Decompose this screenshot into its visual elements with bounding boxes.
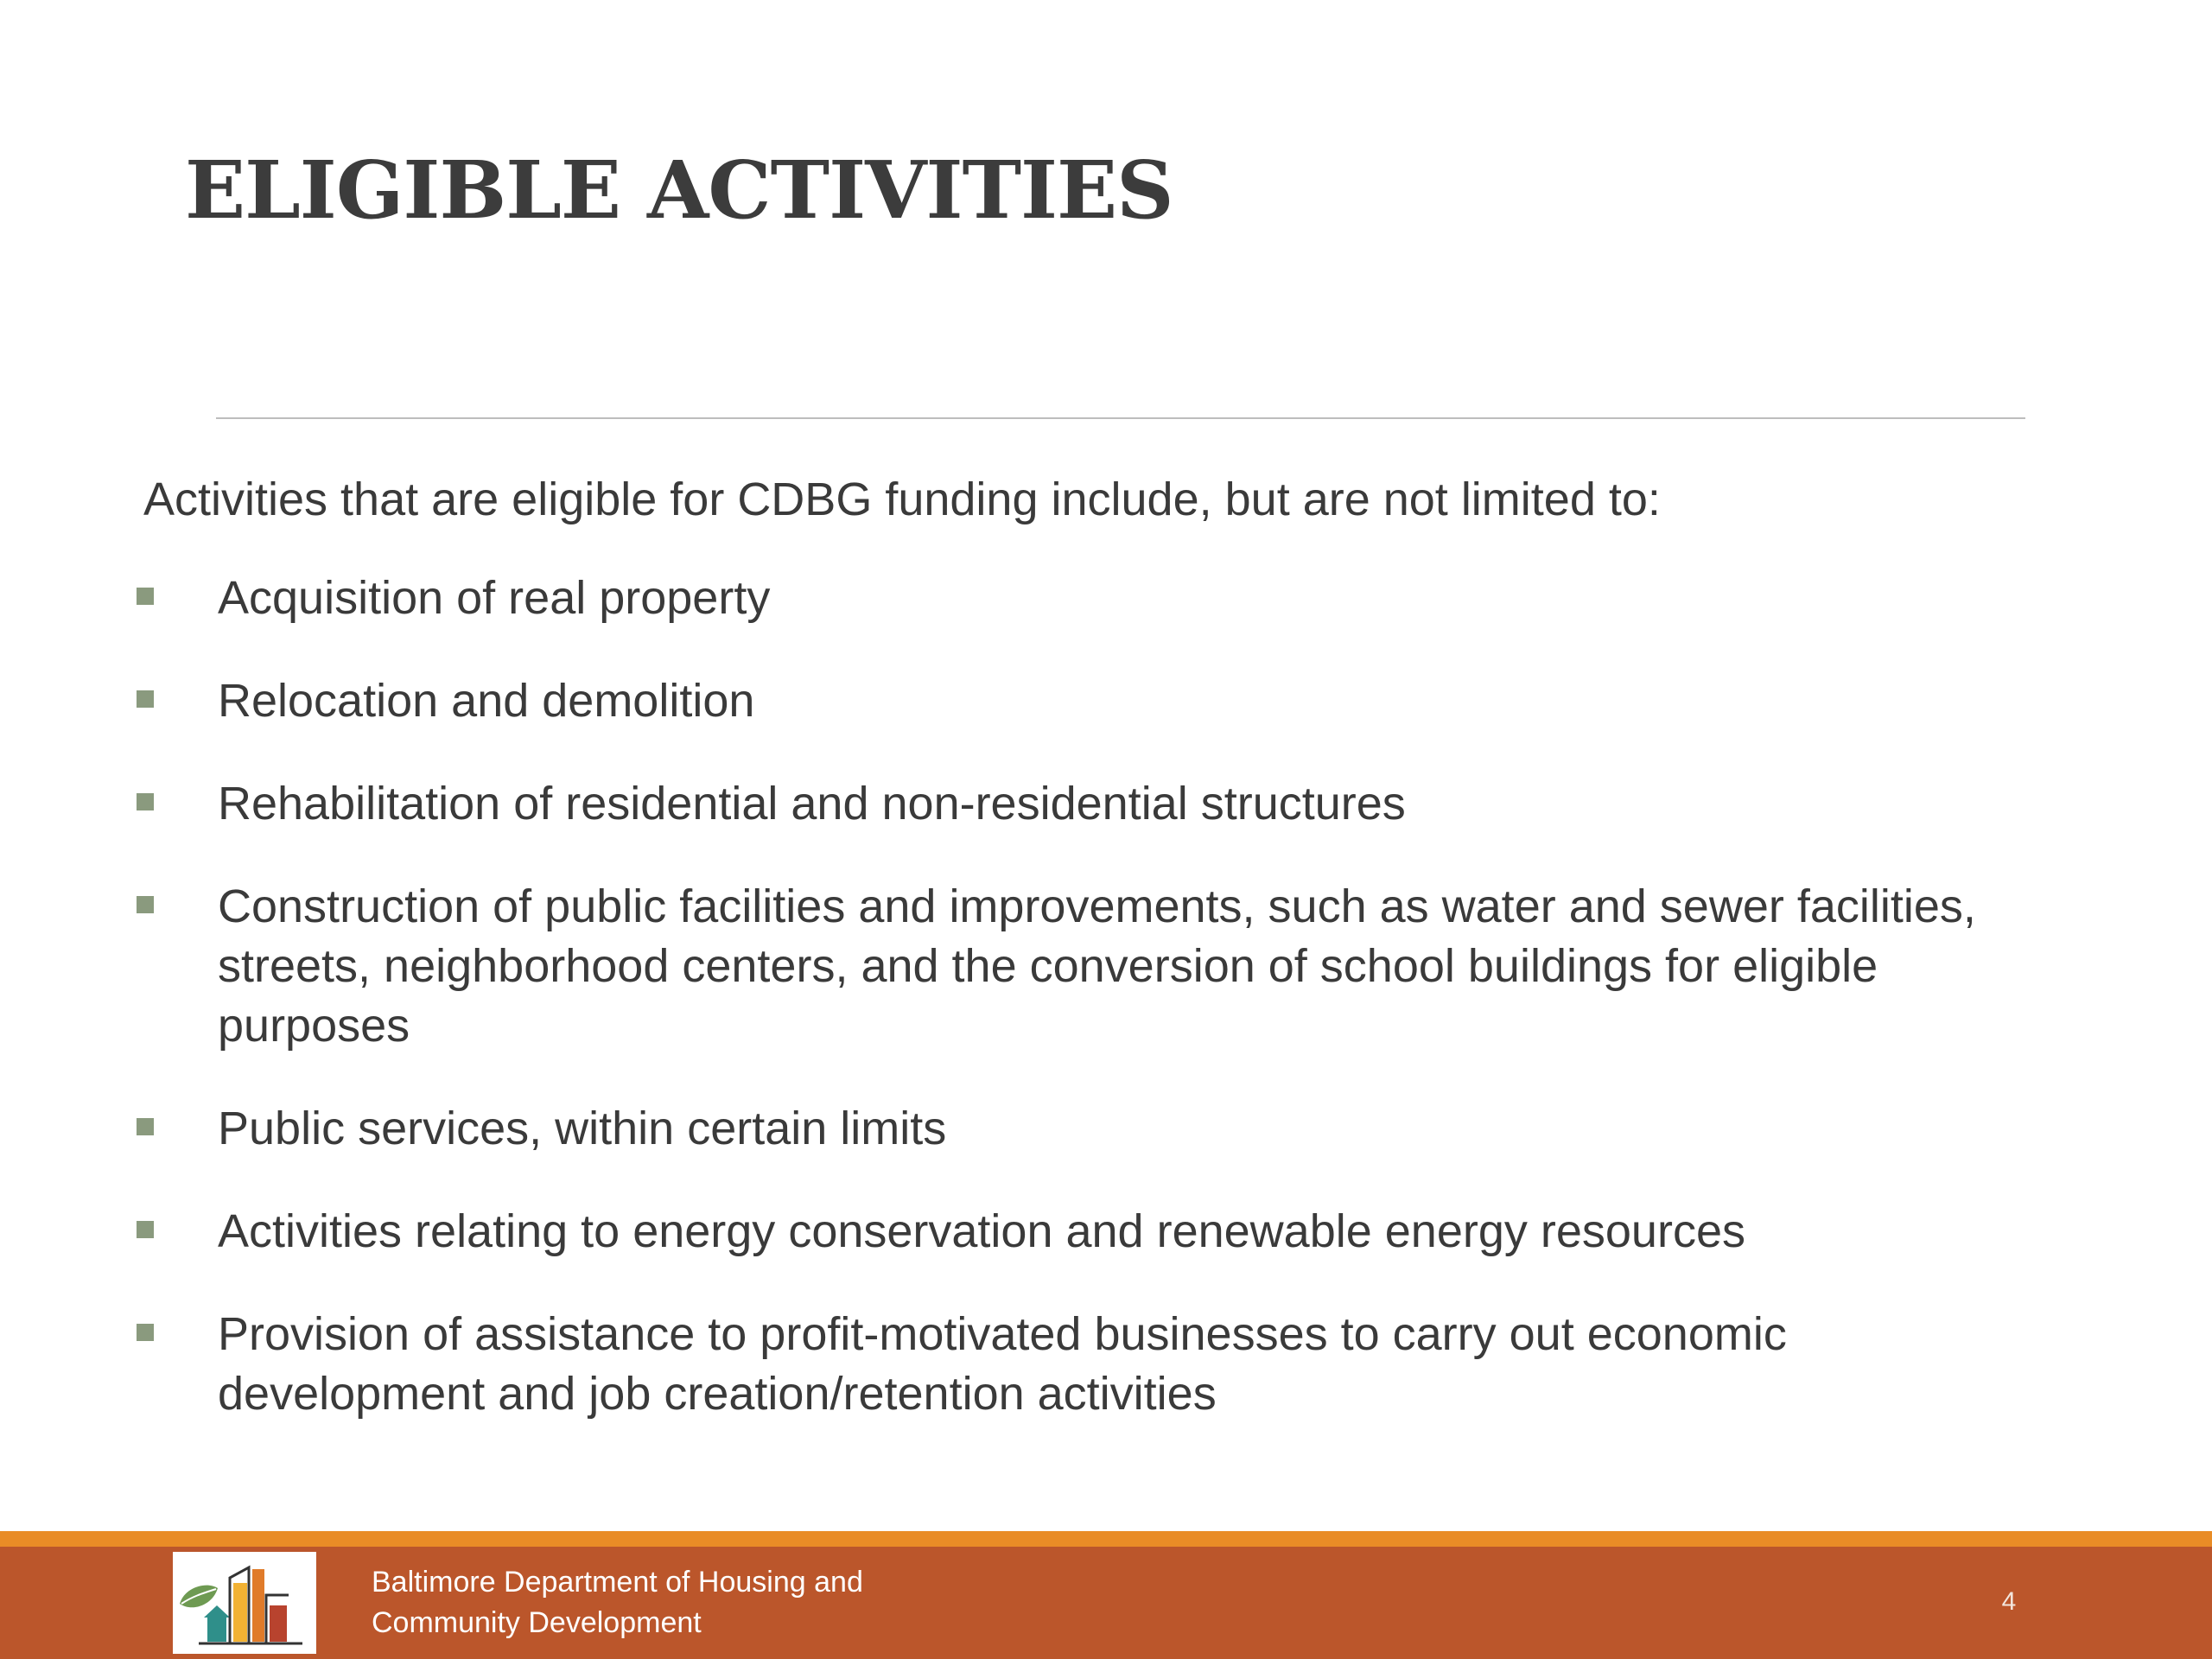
bullet-text: Activities relating to energy conservation and renewable energy resources (218, 1205, 1745, 1257)
square-bullet-icon (137, 690, 154, 708)
footer-bar (0, 1547, 2212, 1659)
square-bullet-icon (137, 1118, 154, 1135)
title-divider (216, 417, 2025, 419)
page-number: 4 (2001, 1587, 2017, 1616)
bullet-item (130, 569, 2005, 628)
square-bullet-icon (137, 588, 154, 605)
bullet-text: Public services, within certain limits (218, 1103, 947, 1154)
organization-name-line2: Community Development (372, 1606, 702, 1639)
slide-title: ELIGIBLE ACTIVITIES (185, 143, 1173, 237)
square-bullet-icon (137, 1221, 154, 1238)
intro-text: Activities that are eligible for CDBG funding include, but are not limited to: (143, 474, 1661, 525)
bullet-item (130, 774, 2005, 834)
bullet-text: Provision of assistance to profit-motivated businesses to carry out economic development and job creation/retention activities (218, 1308, 1787, 1420)
bullet-list (130, 569, 2005, 1467)
bullet-text: Acquisition of real property (218, 572, 771, 624)
bullet-text: Relocation and demolition (218, 675, 755, 727)
bullet-item (130, 877, 2005, 1056)
bullet-text: Construction of public facilities and improvements, such as water and sewer facilities, streets, neighborhood centers, and the conversion of school buildings for eligible purposes (218, 880, 1976, 1052)
square-bullet-icon (137, 896, 154, 913)
footer-accent-stripe (0, 1531, 2212, 1547)
bullet-item (130, 671, 2005, 731)
square-bullet-icon (137, 1324, 154, 1341)
bullet-text: Rehabilitation of residential and non-residential structures (218, 778, 1406, 830)
bullet-item (130, 1305, 2005, 1424)
organization-name-line1: Baltimore Department of Housing and (372, 1566, 863, 1599)
bullet-item (130, 1099, 2005, 1159)
bullet-item (130, 1202, 2005, 1262)
organization-name (372, 1562, 863, 1643)
housing-logo-icon (173, 1552, 316, 1654)
square-bullet-icon (137, 793, 154, 810)
